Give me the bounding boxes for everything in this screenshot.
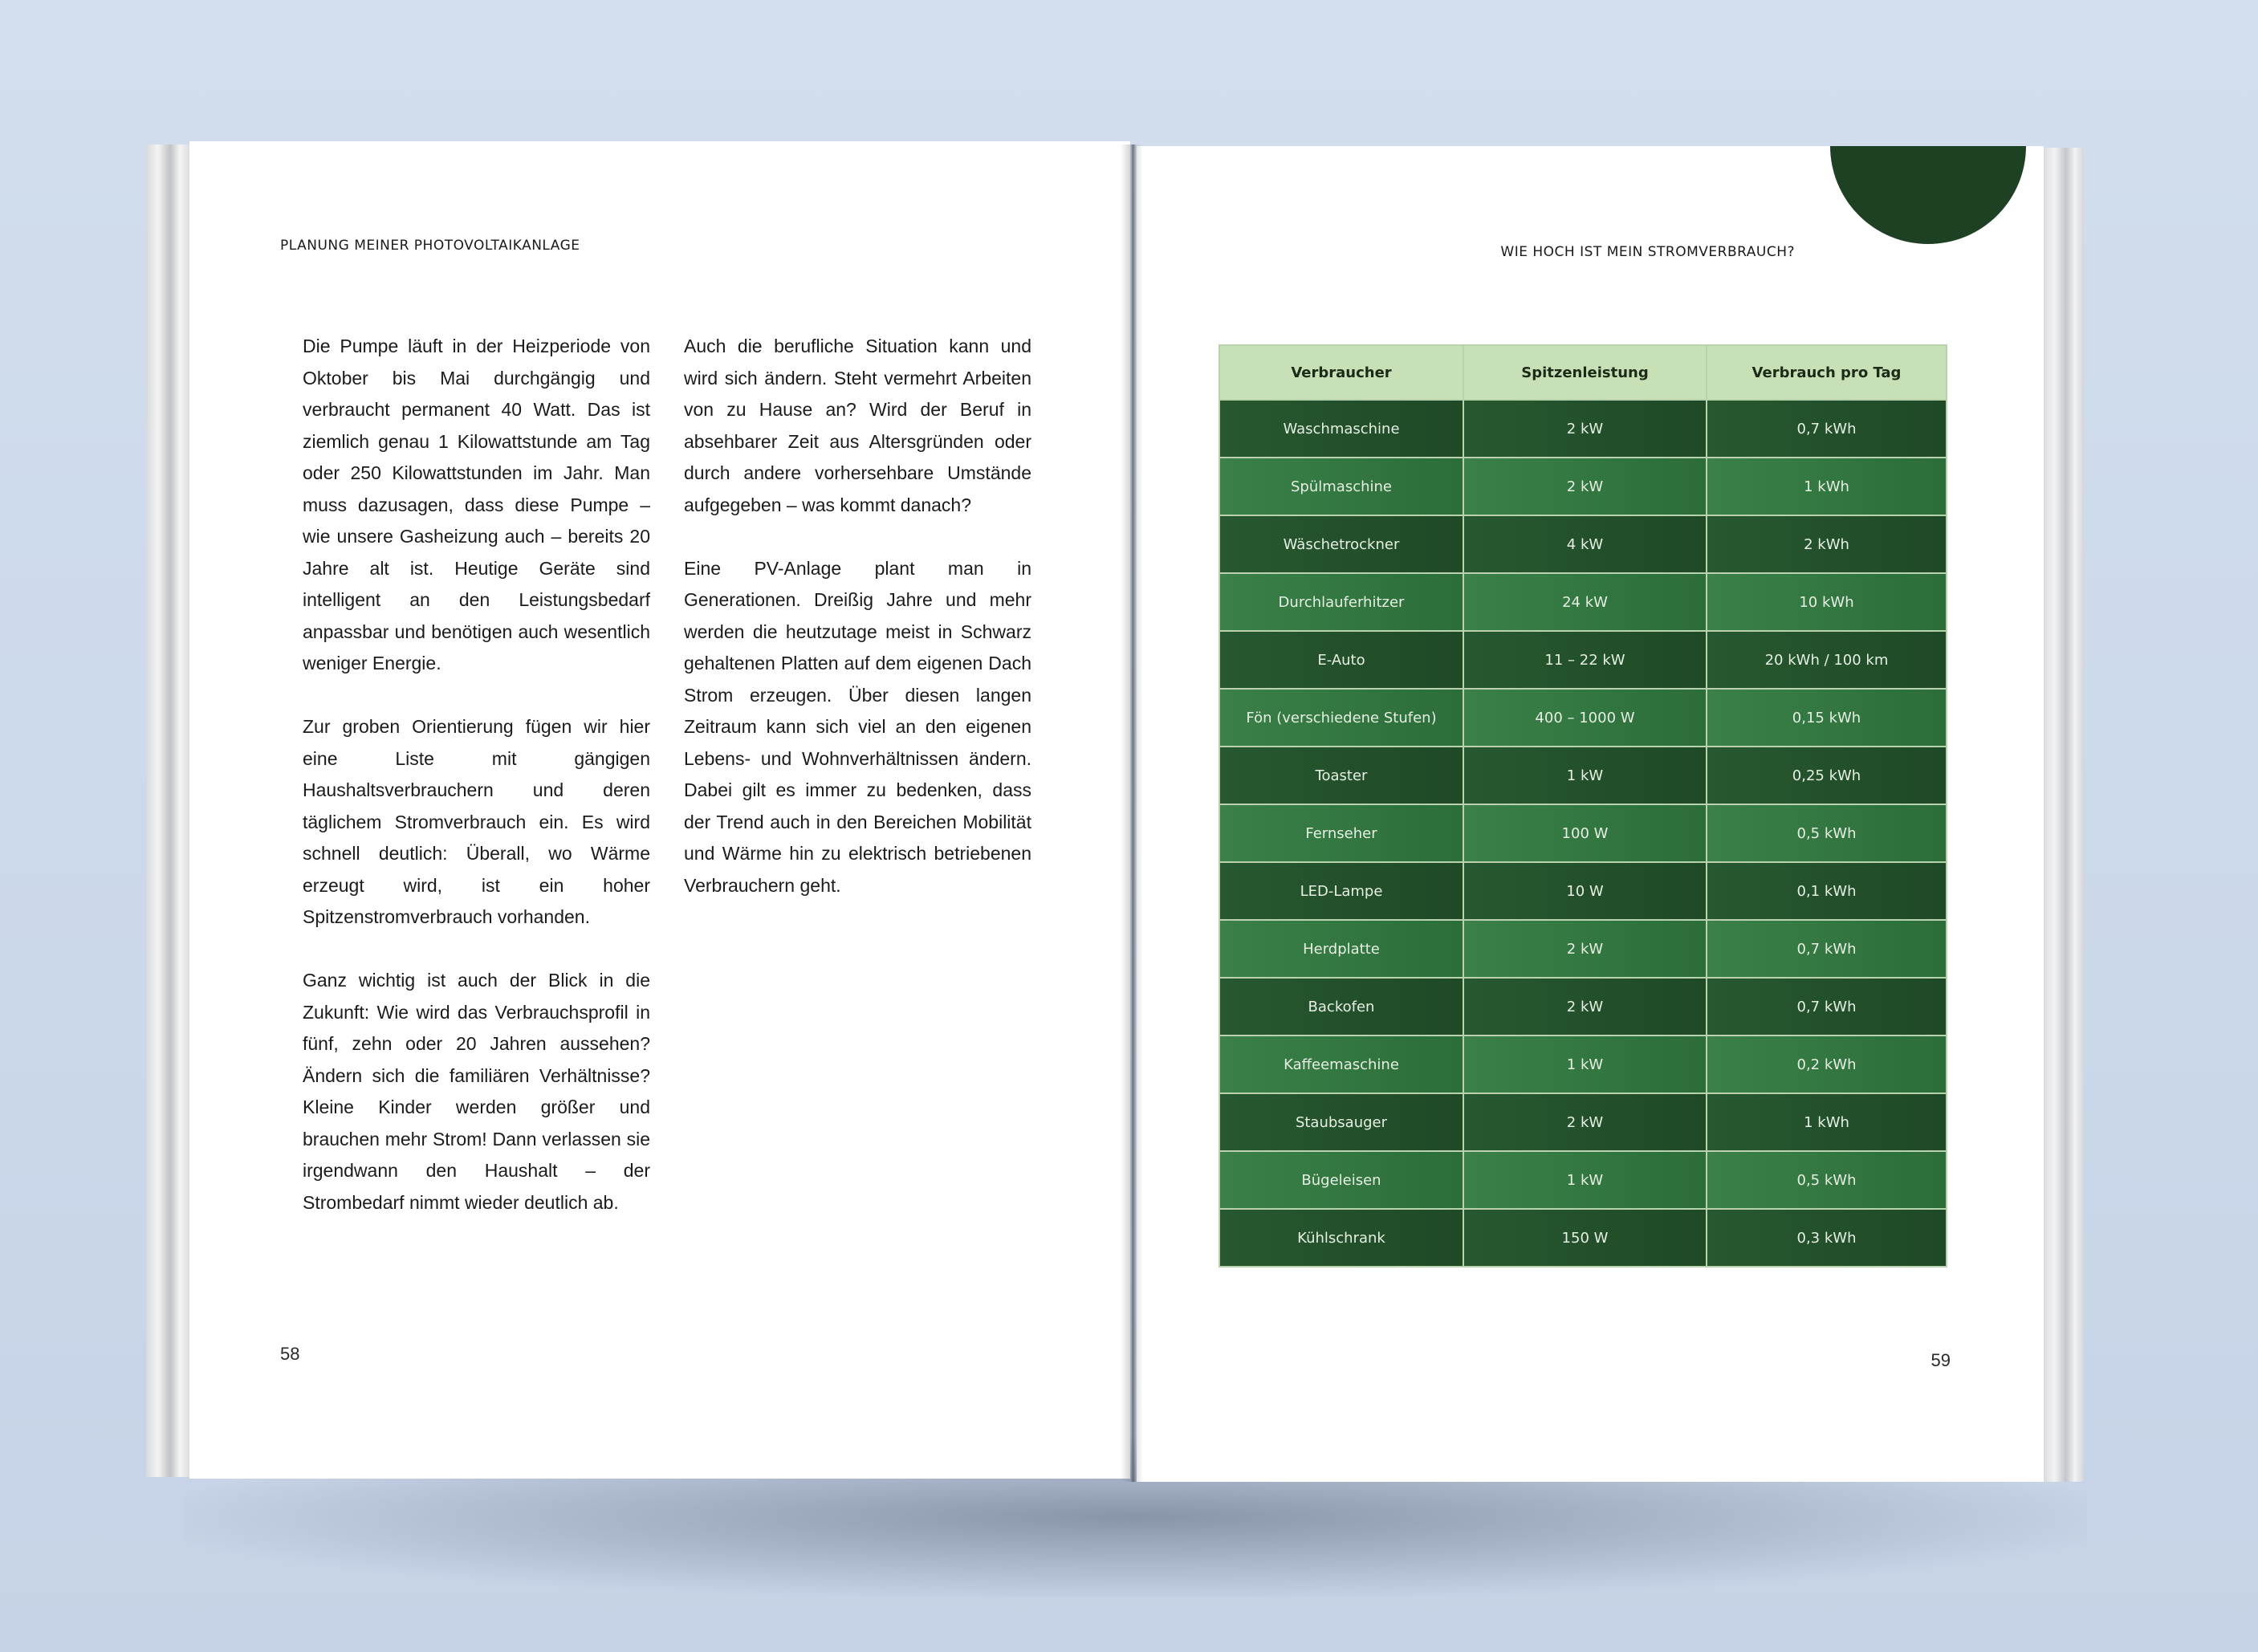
table-cell: 0,5 kWh <box>1707 1151 1947 1209</box>
running-head-left: PLANUNG MEINER PHOTOVOLTAIKANLAGE <box>280 238 580 254</box>
page-number-left: 58 <box>280 1344 300 1364</box>
table-cell: 2 kW <box>1463 1093 1707 1151</box>
table-cell: Kaffeemaschine <box>1219 1036 1463 1093</box>
text-column-1 <box>303 331 650 1251</box>
table-cell: 24 kW <box>1463 573 1707 631</box>
table-cell: 0,1 kWh <box>1707 862 1947 920</box>
table-cell: Toaster <box>1219 747 1463 804</box>
table-row <box>1219 573 1947 631</box>
paragraph: Die Pumpe läuft in der Heizperiode von Oktober bis Mai durchgängig und verbraucht permanent 40 Watt. Das ist ziemlich genau 1 Kilowattstunde am Tag oder 250 Kilowattstunden im Jahr. Man muss dazusagen, dass diese Pumpe – wie unsere Gasheizung auch – bereits 20 Jahre alt ist. Heutige Geräte sind intelligent an den Leistungsbedarf anpassbar und benötigen auch wesentlich weniger Energie. <box>303 336 650 673</box>
paragraph: Ganz wichtig ist auch der Blick in die Zukunft: Wie wird das Verbrauchsprofil in fünf, zehn oder 20 Jahren aussehen? Ändern sich die familiären Verhältnisse? Kleine Kinder werden größer und brauchen mehr Strom! Dann verlassen sie irgendwann den Haushalt – der Strombedarf nimmt wieder deutlich ab. <box>303 970 650 1213</box>
table-cell: Herdplatte <box>1219 920 1463 978</box>
header-cell: Verbraucher <box>1219 345 1463 400</box>
table-cell: Backofen <box>1219 978 1463 1036</box>
table-cell: 0,15 kWh <box>1707 689 1947 747</box>
table-header-row <box>1219 345 1947 400</box>
table-cell: 0,3 kWh <box>1707 1209 1947 1267</box>
table-row <box>1219 978 1947 1036</box>
table-cell: 2 kW <box>1463 920 1707 978</box>
table-cell: 0,7 kWh <box>1707 920 1947 978</box>
table-row <box>1219 804 1947 862</box>
table-cell: E-Auto <box>1219 631 1463 689</box>
left-page <box>189 141 1130 1479</box>
table-row <box>1219 920 1947 978</box>
book-gutter <box>1121 144 1143 1482</box>
table-cell: 150 W <box>1463 1209 1707 1267</box>
table-cell: 1 kW <box>1463 1036 1707 1093</box>
header-cell: Verbrauch pro Tag <box>1707 345 1947 400</box>
table-cell: 0,7 kWh <box>1707 978 1947 1036</box>
table-cell: 10 W <box>1463 862 1707 920</box>
table-cell: 2 kWh <box>1707 515 1947 573</box>
paragraph: Eine PV-Anlage plant man in Generationen. Dreißig Jahre und mehr werden die heutzutage meist in Schwarz gehaltenen Platten auf dem eigenen Dach Strom erzeugen. Über diesen langen Zeitraum kann sich viel an den eigenen Lebens- und Wohnverhältnissen ändern. Dabei gilt es immer zu bedenken, dass der Trend auch in den Bereichen Mobilität und Wärme hin zu elektrisch betriebenen Verbrauchern geht. <box>684 557 1031 896</box>
table-cell: 11 – 22 kW <box>1463 631 1707 689</box>
paragraph: Auch die berufliche Situation kann und wird sich ändern. Steht vermehrt Arbeiten von zu Hause an? Wird der Beruf in absehbarer Zeit aus Altersgründen oder durch andere vorhersehbare Umstände aufgegeben – was kommt danach? <box>684 336 1031 515</box>
table-cell: Wäschetrockner <box>1219 515 1463 573</box>
table-cell: Kühlschrank <box>1219 1209 1463 1267</box>
table-cell: 400 – 1000 W <box>1463 689 1707 747</box>
page-stack-left <box>146 144 194 1477</box>
table-cell: 2 kW <box>1463 400 1707 458</box>
table-cell: 20 kWh / 100 km <box>1707 631 1947 689</box>
table-cell: 0,2 kWh <box>1707 1036 1947 1093</box>
table-cell: 0,25 kWh <box>1707 747 1947 804</box>
table-row <box>1219 458 1947 515</box>
table-cell: 0,5 kWh <box>1707 804 1947 862</box>
page-number-right: 59 <box>1930 1350 1951 1370</box>
corner-decoration <box>1830 146 2026 244</box>
table-cell: 10 kWh <box>1707 573 1947 631</box>
table-row <box>1219 1151 1947 1209</box>
table-cell: Fernseher <box>1219 804 1463 862</box>
table-cell: 2 kW <box>1463 458 1707 515</box>
table-cell: 1 kWh <box>1707 1093 1947 1151</box>
table-cell: Durchlauferhitzer <box>1219 573 1463 631</box>
table-row <box>1219 515 1947 573</box>
consumption-table <box>1219 344 1947 1267</box>
table-cell: LED-Lampe <box>1219 862 1463 920</box>
table-row <box>1219 631 1947 689</box>
table-row <box>1219 1036 1947 1093</box>
table-cell: Fön (verschiedene Stufen) <box>1219 689 1463 747</box>
table-cell: 4 kW <box>1463 515 1707 573</box>
table-cell: Bügeleisen <box>1219 1151 1463 1209</box>
page-stack-right <box>2039 148 2084 1482</box>
table-cell: 1 kW <box>1463 1151 1707 1209</box>
table-row <box>1219 1209 1947 1267</box>
table-cell: Spülmaschine <box>1219 458 1463 515</box>
paragraph: Zur groben Orientierung fügen wir hier eine Liste mit gängigen Haushaltsverbrauchern und deren täglichem Stromverbrauch ein. Es wird schnell deutlich: Überall, wo Wärme erzeugt wird, ist ein hoher Spitzenstromverbrauch vorhanden. <box>303 716 650 927</box>
table-cell: Staubsauger <box>1219 1093 1463 1151</box>
text-column-2 <box>684 331 1031 934</box>
table-row <box>1219 747 1947 804</box>
table-cell: 0,7 kWh <box>1707 400 1947 458</box>
table-row <box>1219 689 1947 747</box>
table-row <box>1219 862 1947 920</box>
table-cell: 1 kWh <box>1707 458 1947 515</box>
table-cell: 1 kW <box>1463 747 1707 804</box>
header-cell: Spitzenleistung <box>1463 345 1707 400</box>
right-page <box>1137 146 2044 1482</box>
running-head-right: WIE HOCH IST MEIN STROMVERBRAUCH? <box>1500 244 1795 260</box>
table-cell: 2 kW <box>1463 978 1707 1036</box>
table-cell: 100 W <box>1463 804 1707 862</box>
table-row <box>1219 400 1947 458</box>
table-row <box>1219 1093 1947 1151</box>
table-cell: Waschmaschine <box>1219 400 1463 458</box>
